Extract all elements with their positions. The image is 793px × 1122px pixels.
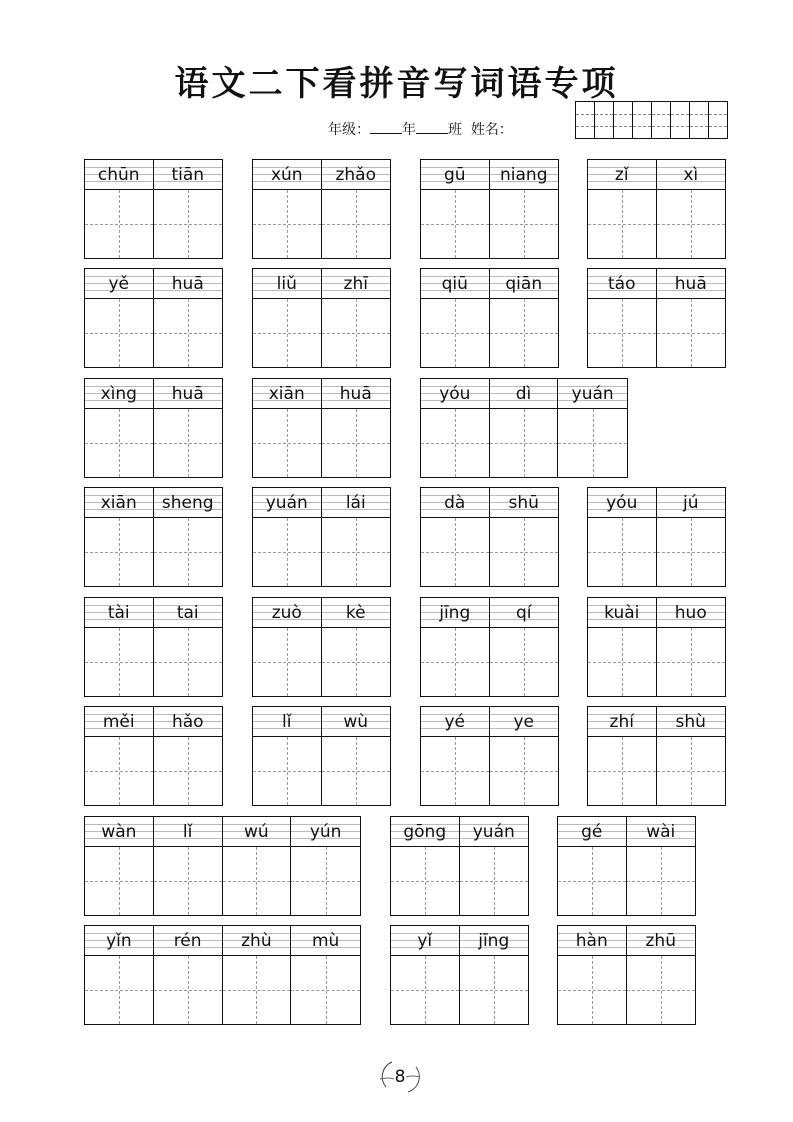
writing-square[interactable] (322, 737, 391, 805)
character-cell (588, 160, 657, 258)
pinyin-label: yuán (253, 488, 321, 518)
writing-square[interactable] (421, 518, 489, 586)
writing-square[interactable] (253, 190, 321, 258)
character-cell (253, 379, 322, 477)
writing-square[interactable] (322, 190, 391, 258)
word-box (557, 925, 696, 1025)
character-cell (657, 707, 726, 805)
word-box (252, 597, 391, 697)
writing-square[interactable] (85, 847, 153, 915)
writing-square[interactable] (588, 299, 656, 367)
writing-square[interactable] (253, 299, 321, 367)
writing-square[interactable] (588, 518, 656, 586)
pinyin-label: mù (291, 926, 360, 956)
pinyin-label: shù (657, 707, 726, 737)
character-cell (154, 707, 223, 805)
name-writing-grid[interactable] (575, 101, 728, 139)
writing-square[interactable] (154, 299, 223, 367)
word-box (84, 159, 223, 259)
writing-square[interactable] (490, 190, 559, 258)
character-cell (85, 926, 154, 1024)
pinyin-label: yóu (421, 379, 489, 409)
writing-square[interactable] (490, 628, 559, 696)
character-cell (85, 598, 154, 696)
word-box (587, 706, 726, 806)
character-cell (657, 160, 726, 258)
writing-square[interactable] (322, 409, 391, 477)
word-box (587, 268, 726, 368)
pinyin-label: lái (322, 488, 391, 518)
pinyin-label: měi (85, 707, 153, 737)
character-cell (421, 707, 490, 805)
writing-square[interactable] (460, 956, 529, 1024)
character-cell (291, 817, 360, 915)
character-cell (85, 488, 154, 586)
pinyin-label: zhī (322, 269, 391, 299)
pinyin-label: gōng (391, 817, 459, 847)
writing-square[interactable] (588, 190, 656, 258)
character-cell (588, 598, 657, 696)
writing-square[interactable] (657, 737, 726, 805)
character-cell (322, 160, 391, 258)
character-cell (421, 379, 490, 477)
student-info (328, 119, 513, 139)
pinyin-label: kè (322, 598, 391, 628)
character-cell (154, 598, 223, 696)
word-box (84, 597, 223, 697)
word-box (420, 378, 628, 478)
writing-square[interactable] (558, 956, 626, 1024)
word-box (84, 268, 223, 368)
ban-label: 班 (448, 122, 462, 138)
name-cell[interactable] (709, 102, 727, 138)
writing-square[interactable] (154, 518, 223, 586)
writing-square[interactable] (85, 409, 153, 477)
pinyin-label: shū (490, 488, 559, 518)
writing-square[interactable] (558, 409, 627, 477)
character-cell (558, 379, 627, 477)
pinyin-label: tiān (154, 160, 223, 190)
pinyin-label: hǎo (154, 707, 223, 737)
pinyin-label: xì (657, 160, 726, 190)
pinyin-label: zuò (253, 598, 321, 628)
writing-square[interactable] (421, 737, 489, 805)
pinyin-label: huo (657, 598, 726, 628)
name-cell[interactable] (595, 102, 614, 138)
pinyin-label: zhù (223, 926, 291, 956)
writing-square[interactable] (558, 847, 626, 915)
word-box (252, 706, 391, 806)
character-cell (558, 817, 627, 915)
pinyin-label: qí (490, 598, 559, 628)
word-box (420, 597, 559, 697)
character-cell (85, 269, 154, 367)
character-cell (657, 269, 726, 367)
word-box (252, 268, 391, 368)
word-box (557, 816, 696, 916)
pinyin-label: qiān (490, 269, 559, 299)
pinyin-label: lǐ (253, 707, 321, 737)
character-cell (490, 379, 559, 477)
writing-square[interactable] (588, 737, 656, 805)
writing-square[interactable] (253, 737, 321, 805)
writing-square[interactable] (85, 956, 153, 1024)
pinyin-label: xìng (85, 379, 153, 409)
character-cell (85, 160, 154, 258)
character-cell (657, 598, 726, 696)
word-box (84, 706, 223, 806)
character-cell (253, 160, 322, 258)
character-cell (627, 926, 696, 1024)
pinyin-label: yé (421, 707, 489, 737)
character-cell (154, 269, 223, 367)
name-cell[interactable] (614, 102, 633, 138)
character-cell (657, 488, 726, 586)
pinyin-label: wài (627, 817, 696, 847)
word-box (420, 159, 559, 259)
character-cell (490, 488, 559, 586)
class-blank[interactable] (416, 121, 448, 134)
pinyin-label: yě (85, 269, 153, 299)
word-box (587, 597, 726, 697)
page-number: 8 (378, 1057, 422, 1097)
pinyin-label: zhí (588, 707, 656, 737)
writing-square[interactable] (627, 956, 696, 1024)
pinyin-label: liǔ (253, 269, 321, 299)
character-cell (588, 488, 657, 586)
name-label: 姓名： (470, 122, 513, 138)
word-box (390, 925, 529, 1025)
writing-square[interactable] (421, 299, 489, 367)
character-cell (322, 269, 391, 367)
pinyin-label: xiān (253, 379, 321, 409)
writing-square[interactable] (588, 628, 656, 696)
pinyin-label: sheng (154, 488, 223, 518)
writing-square[interactable] (627, 847, 696, 915)
word-box (84, 816, 361, 916)
pinyin-label: tài (85, 598, 153, 628)
pinyin-label: jīng (421, 598, 489, 628)
character-cell (421, 488, 490, 586)
character-cell (291, 926, 360, 1024)
pinyin-label: xiān (85, 488, 153, 518)
pinyin-label: hàn (558, 926, 626, 956)
pinyin-label: yuán (558, 379, 627, 409)
character-cell (421, 598, 490, 696)
pinyin-label: yǐn (85, 926, 153, 956)
pinyin-label: wàn (85, 817, 153, 847)
pinyin-label: qiū (421, 269, 489, 299)
writing-square[interactable] (154, 737, 223, 805)
character-cell (223, 926, 292, 1024)
pinyin-label: jú (657, 488, 726, 518)
pinyin-label: huā (657, 269, 726, 299)
writing-square[interactable] (322, 628, 391, 696)
character-cell (154, 379, 223, 477)
writing-square[interactable] (291, 847, 360, 915)
word-box (84, 487, 223, 587)
character-cell (253, 598, 322, 696)
writing-square[interactable] (657, 518, 726, 586)
writing-square[interactable] (85, 737, 153, 805)
name-cell[interactable] (576, 102, 595, 138)
character-cell (391, 926, 460, 1024)
writing-square[interactable] (253, 518, 321, 586)
pinyin-label: gé (558, 817, 626, 847)
character-cell (460, 817, 529, 915)
pinyin-label: xún (253, 160, 321, 190)
writing-square[interactable] (322, 299, 391, 367)
character-cell (223, 817, 292, 915)
character-cell (490, 269, 559, 367)
grade-blank[interactable] (370, 121, 402, 134)
word-box (390, 816, 529, 916)
word-box (587, 159, 726, 259)
writing-square[interactable] (154, 956, 222, 1024)
pinyin-label: wù (322, 707, 391, 737)
pinyin-label: táo (588, 269, 656, 299)
name-cell[interactable] (671, 102, 690, 138)
writing-square[interactable] (657, 299, 726, 367)
pinyin-label: ye (490, 707, 559, 737)
pinyin-label: yún (291, 817, 360, 847)
character-cell (558, 926, 627, 1024)
writing-square[interactable] (85, 518, 153, 586)
word-box (420, 268, 559, 368)
character-cell (253, 707, 322, 805)
writing-square[interactable] (154, 847, 222, 915)
pinyin-label: tai (154, 598, 223, 628)
character-cell (588, 269, 657, 367)
character-cell (490, 707, 559, 805)
writing-square[interactable] (490, 737, 559, 805)
writing-square[interactable] (85, 299, 153, 367)
writing-square[interactable] (657, 190, 726, 258)
word-box (84, 378, 223, 478)
character-cell (490, 160, 559, 258)
character-cell (154, 926, 223, 1024)
character-cell (85, 817, 154, 915)
writing-square[interactable] (421, 190, 489, 258)
grade-label: 年级： (328, 122, 370, 138)
writing-square[interactable] (490, 518, 559, 586)
writing-square[interactable] (421, 409, 489, 477)
character-cell (253, 488, 322, 586)
character-cell (154, 160, 223, 258)
name-cell[interactable] (652, 102, 671, 138)
pinyin-label: wú (223, 817, 291, 847)
character-cell (154, 817, 223, 915)
character-cell (490, 598, 559, 696)
character-cell (85, 707, 154, 805)
character-cell (322, 379, 391, 477)
pinyin-label: yǐ (391, 926, 459, 956)
pinyin-label: kuài (588, 598, 656, 628)
writing-square[interactable] (322, 518, 391, 586)
name-cell[interactable] (690, 102, 709, 138)
writing-square[interactable] (253, 628, 321, 696)
word-box (252, 487, 391, 587)
pinyin-label: zhū (627, 926, 696, 956)
word-box (252, 378, 391, 478)
writing-square[interactable] (421, 628, 489, 696)
pinyin-label: gū (421, 160, 489, 190)
word-box (420, 706, 559, 806)
writing-square[interactable] (223, 847, 291, 915)
pinyin-label: huā (154, 379, 223, 409)
pinyin-label: dà (421, 488, 489, 518)
writing-square[interactable] (223, 956, 291, 1024)
writing-square[interactable] (253, 409, 321, 477)
writing-square[interactable] (490, 409, 558, 477)
character-cell (322, 707, 391, 805)
pinyin-label: dì (490, 379, 558, 409)
pinyin-label: rén (154, 926, 222, 956)
writing-square[interactable] (490, 299, 559, 367)
writing-square[interactable] (154, 409, 223, 477)
pinyin-label: jīng (460, 926, 529, 956)
character-cell (322, 488, 391, 586)
word-box (587, 487, 726, 587)
character-cell (322, 598, 391, 696)
character-cell (154, 488, 223, 586)
writing-square[interactable] (154, 628, 223, 696)
pinyin-label: chūn (85, 160, 153, 190)
pinyin-label: niang (490, 160, 559, 190)
writing-square[interactable] (85, 190, 153, 258)
pinyin-label: huā (322, 379, 391, 409)
character-cell (588, 707, 657, 805)
writing-square[interactable] (657, 628, 726, 696)
writing-square[interactable] (391, 847, 459, 915)
writing-square[interactable] (391, 956, 459, 1024)
name-cell[interactable] (633, 102, 652, 138)
pinyin-label: yóu (588, 488, 656, 518)
worksheet-title: 语文二下看拼音写词语专项 (174, 64, 619, 104)
character-cell (253, 269, 322, 367)
writing-square[interactable] (85, 628, 153, 696)
pinyin-label: zǐ (588, 160, 656, 190)
pinyin-label: yuán (460, 817, 529, 847)
pinyin-label: zhǎo (322, 160, 391, 190)
character-cell (627, 817, 696, 915)
word-box (252, 159, 391, 259)
pinyin-label: huā (154, 269, 223, 299)
writing-square[interactable] (460, 847, 529, 915)
writing-square[interactable] (291, 956, 360, 1024)
character-cell (460, 926, 529, 1024)
word-box (420, 487, 559, 587)
character-cell (421, 160, 490, 258)
word-box (84, 925, 361, 1025)
nian-label: 年 (402, 122, 416, 138)
pinyin-label: lǐ (154, 817, 222, 847)
writing-square[interactable] (154, 190, 223, 258)
character-cell (391, 817, 460, 915)
character-cell (421, 269, 490, 367)
character-cell (85, 379, 154, 477)
